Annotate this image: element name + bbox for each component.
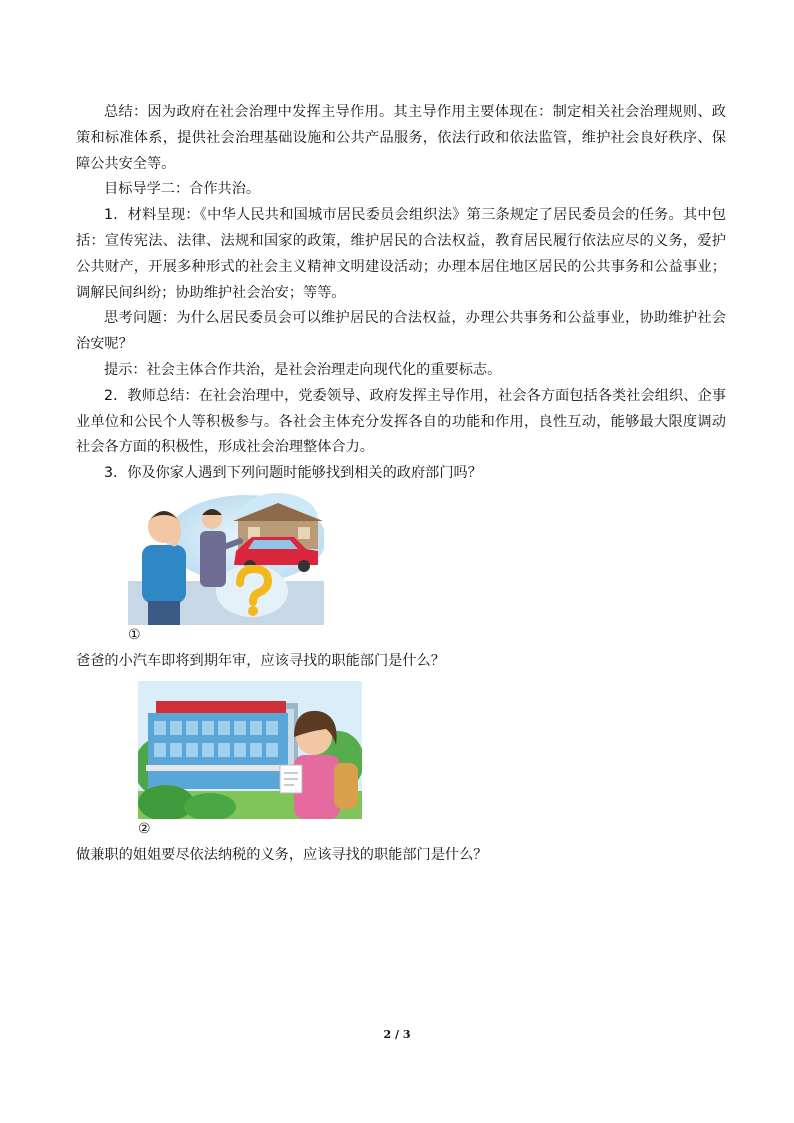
document-body [76, 100, 726, 869]
figure-2-marker: ② [138, 820, 151, 837]
figure-1-question: 爸爸的小汽车即将到期年审，应该寻找的职能部门是什么？ [76, 652, 445, 669]
teacher-summary-paragraph: 2．教师总结：在社会治理中，党委领导、政府发挥主导作用，社会各方面包括各类社会组织、企事业单位和公民个人等积极参与。各社会主体充分发挥各自的功能和作用，良性互动，能够最大限度调动社会各方面的积极性，形成社会治理整体合力。 [76, 387, 726, 456]
material-paragraph: 1．材料呈现：《中华人民共和国城市居民委员会组织法》第三条规定了居民委员会的任务。其中包括：宣传宪法、法律、法规和国家的政策，维护居民的合法权益，教育居民履行依法应尽的义务，爱护公共财产，开展多种形式的社会主义精神文明建设活动；办理本居住地区居民的公共事务和公益事业；调解民间纠纷；协助维护社会治安；等等。 [76, 207, 726, 301]
page-number: 2 / 3 [383, 1028, 411, 1041]
hint-paragraph: 提示：社会主体合作共治，是社会治理走向现代化的重要标志。 [104, 361, 502, 378]
figure-2-question: 做兼职的姐姐要尽依法纳税的义务，应该寻找的职能部门是什么？ [76, 846, 488, 863]
figure-car-inspection [128, 489, 726, 645]
car-inspection-illustration [128, 489, 324, 625]
question-paragraph: 思考问题：为什么居民委员会可以维护居民的合法权益，办理公共事务和公益事业，协助维护社会治安呢？ [76, 310, 726, 353]
activity-prompt: 3．你及你家人遇到下列问题时能够找到相关的政府部门吗？ [104, 465, 482, 482]
figure-1-marker: ① [128, 626, 141, 643]
tax-office-illustration [138, 681, 362, 819]
summary-paragraph: 总结：因为政府在社会治理中发挥主导作用。其主导作用主要体现在：制定相关社会治理规则、政策和标准体系，提供社会治理基础设施和公共产品服务，依法行政和依法监管，维护社会良好秩序、保障公共安全等。 [76, 104, 726, 172]
goal-heading: 目标导学二：合作共治。 [104, 181, 261, 198]
figure-tax-office [138, 681, 726, 839]
